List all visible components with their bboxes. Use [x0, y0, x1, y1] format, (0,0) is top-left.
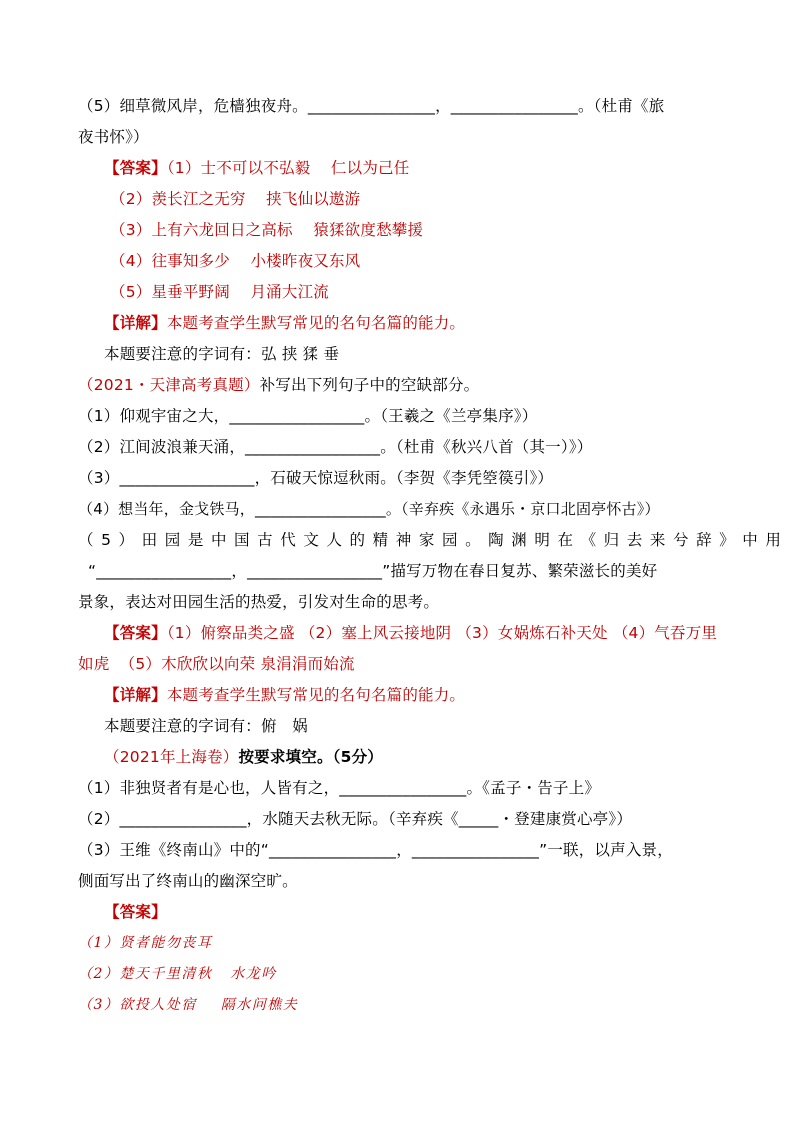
- q2-note: 本题要注意的字词有：俯 娲: [104, 717, 308, 735]
- q3-header: [104, 746, 764, 768]
- q3-source: （2021年上海卷）: [104, 748, 239, 766]
- q1-answer-row-1: [104, 157, 764, 179]
- q2-answer-line1: [104, 622, 764, 644]
- detail-tag: 【详解】: [104, 314, 167, 332]
- q1-answer-3: （3）上有六龙回日之高标 猿猱欲度愁攀援: [110, 221, 424, 239]
- q1-answer-5: （5）星垂平野阔 月涌大江流: [110, 283, 329, 301]
- q3-intro: 按要求填空。（5分）: [238, 748, 383, 766]
- q2-answer-line2: 如虎 （5）木欣欣以向荣 泉涓涓而始流: [78, 655, 355, 673]
- q3-answer-tag: 【答案】: [104, 903, 167, 921]
- q1-item5-line2: 夜书怀》）: [78, 128, 149, 146]
- q1-item5-line1: （5）细草微风岸，危樯独夜舟。________________，________________。（杜甫《旅: [78, 97, 665, 115]
- detail-tag: 【详解】: [104, 686, 167, 704]
- q3-item3-line2: 侧面写出了终南山的幽深空旷。: [78, 872, 298, 890]
- q2-item5-line1: （5）田园是中国古代文人的精神家园。陶渊明在《归去来兮辞》中用: [78, 531, 789, 549]
- q2-detail: [104, 684, 764, 706]
- q3-item3-line1: （3）王维《终南山》中的“________________，________________”一联，以声入景，: [78, 841, 673, 859]
- q1-detail: [104, 312, 764, 334]
- q1-detail-text: 本题考查学生默写常见的名句名篇的能力。: [166, 314, 466, 332]
- q2-item-2: （2）江间波浪兼天涌，_________________。（杜甫《秋兴八首（其一）》）: [78, 438, 593, 456]
- q1-answer-1: （1）士不可以不弘毅 仁以为己任: [166, 159, 410, 177]
- q1-answer-4: （4）往事知多少 小楼昨夜又东风: [110, 252, 361, 270]
- answer-tag: 【答案】: [104, 159, 167, 177]
- q2-item5-line3: 景象，表达对田园生活的热爱，引发对生命的思考。: [78, 593, 440, 611]
- q3-answer-2: （2）楚天千里清秋 水龙吟: [78, 966, 277, 982]
- q2-header: [78, 374, 738, 396]
- q2-source: （2021・天津高考真题）: [78, 376, 260, 394]
- q2-answer-text-1: （1）俯察品类之盛 （2）塞上风云接地阴 （3）女娲炼石补天处 （4）气吞万里: [166, 624, 718, 642]
- q3-answer-1: （1）贤者能勿丧耳: [78, 935, 213, 951]
- q1-answer-2: （2）羡长江之无穷 挟飞仙以遨游: [110, 190, 361, 208]
- q2-intro: 补写出下列句子中的空缺部分。: [259, 376, 480, 394]
- q3-answer-3: （3）欲投人处宿 隔水问樵夫: [78, 997, 299, 1013]
- q3-item-2: （2）________________，水随天去秋无际。（辛弃疾《_____・登建康赏心亭》）: [78, 810, 633, 828]
- q1-note: 本题要注意的字词有：弘 挟 猱 垂: [104, 345, 340, 363]
- q3-item-1: （1）非独贤者有是心也，人皆有之，________________。《孟子・告子上》: [78, 779, 601, 797]
- q2-detail-text: 本题考查学生默写常见的名句名篇的能力。: [166, 686, 466, 704]
- q2-item5-line2: “_________________，_________________”描写万物在春日复苏、繁荣滋长的美好: [88, 562, 658, 580]
- q2-item-1: （1）仰观宇宙之大，_________________。（王羲之《兰亭集序》）: [78, 407, 538, 425]
- answer-tag: 【答案】: [104, 624, 167, 642]
- q2-item-4: （4）想当年，金戈铁马，_________________。（辛弃疾《永遇乐・京口北固亭怀古》）: [78, 500, 660, 518]
- q2-item-3: （3）_________________，石破天惊逗秋雨。（李贺《李凭箜篌引》）: [78, 469, 554, 487]
